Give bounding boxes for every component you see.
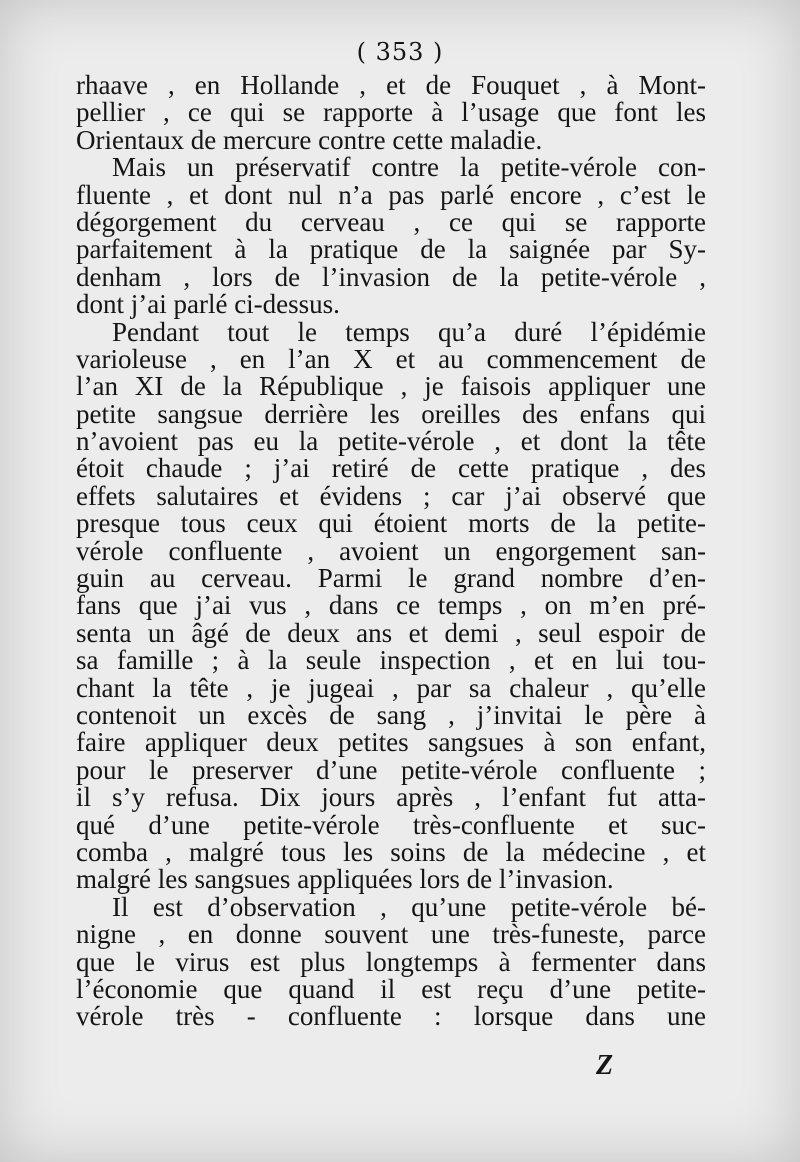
text-line: l’économie que quand il est reçu d’une petite- [76, 973, 706, 1004]
text-line: fans que j’ai vus , dans ce temps , on m’en pré- [76, 590, 706, 621]
text-line: fluente , et dont nul n’a pas parlé encore , c’est le [76, 179, 706, 210]
page-number: ( 353 ) [356, 38, 444, 66]
text-line: nigne , en donne souvent une très-funeste, parce [76, 919, 706, 950]
text-line: que le virus est plus longtemps à fermenter dans [76, 946, 706, 977]
text-line: malgré les sangsues appliquées lors de l’invasion. [76, 864, 614, 895]
text-line: presque tous ceux qui étoient morts de la petite- [76, 508, 706, 539]
text-line: pour le preserver d’une petite-vérole confluente ; [76, 754, 706, 785]
text-line: chant la tête , je jugeai , par sa chaleur , qu’elle [76, 672, 706, 703]
text-line: Orientaux de mercure contre cette maladie. [76, 124, 543, 155]
text-line: denham , lors de l’invasion de la petite-vérole , [76, 261, 706, 292]
signature-mark: Z [596, 1050, 614, 1081]
text-line: comba , malgré tous les soins de la médecine , et [76, 836, 706, 867]
text-line: faire appliquer deux petites sangsues à son enfant, [76, 727, 706, 758]
text-line: dont j’ai parlé ci-dessus. [76, 289, 340, 320]
text-line: sa famille ; à la seule inspection , et en lui tou- [76, 645, 706, 676]
text-line: dégorgement du cerveau , ce qui se rapporte [76, 206, 706, 237]
text-line: rhaave , en Hollande , et de Fouquet , à Mont- [76, 70, 706, 100]
text-line: varioleuse , en l’an X et au commencement de [76, 343, 706, 374]
text-line: vérole confluente , avoient un engorgement san- [76, 535, 706, 566]
text-line: qué d’une petite-vérole très-confluente et suc- [76, 809, 706, 840]
text-line: guin au cerveau. Parmi le grand nombre d’en- [76, 563, 706, 594]
text-line: étoit chaude ; j’ai retiré de cette pratique , des [76, 453, 706, 484]
text-line: Il est d’observation , qu’une petite-vérole bé- [112, 891, 706, 922]
text-line: effets salutaires et évidens ; car j’ai observé que [76, 480, 706, 511]
text-line: petite sangsue derrière les oreilles des enfans qui [76, 398, 706, 429]
text-line: parfaitement à la pratique de la saignée par Sy- [76, 234, 706, 265]
body-text [76, 72, 706, 1031]
text-line: n’avoient pas eu la petite-vérole , et dont la tête [76, 426, 706, 457]
text-line: senta un âgé de deux ans et demi , seul espoir de [76, 617, 706, 648]
text-line: l’an XI de la République , je faisois appliquer une [76, 371, 706, 402]
text-line: vérole très - confluente : lorsque dans une [76, 1001, 706, 1032]
text-line: pellier , ce qui se rapporte à l’usage que font les [76, 97, 706, 128]
text-line: contenoit un excès de sang , j’invitai le père à [76, 699, 706, 730]
text-line: Mais un préservatif contre la petite-vérole con- [112, 152, 706, 183]
text-line: il s’y refusa. Dix jours après , l’enfant fut atta- [76, 782, 706, 813]
text-line: Pendant tout le temps qu’a duré l’épidémie [112, 316, 706, 347]
